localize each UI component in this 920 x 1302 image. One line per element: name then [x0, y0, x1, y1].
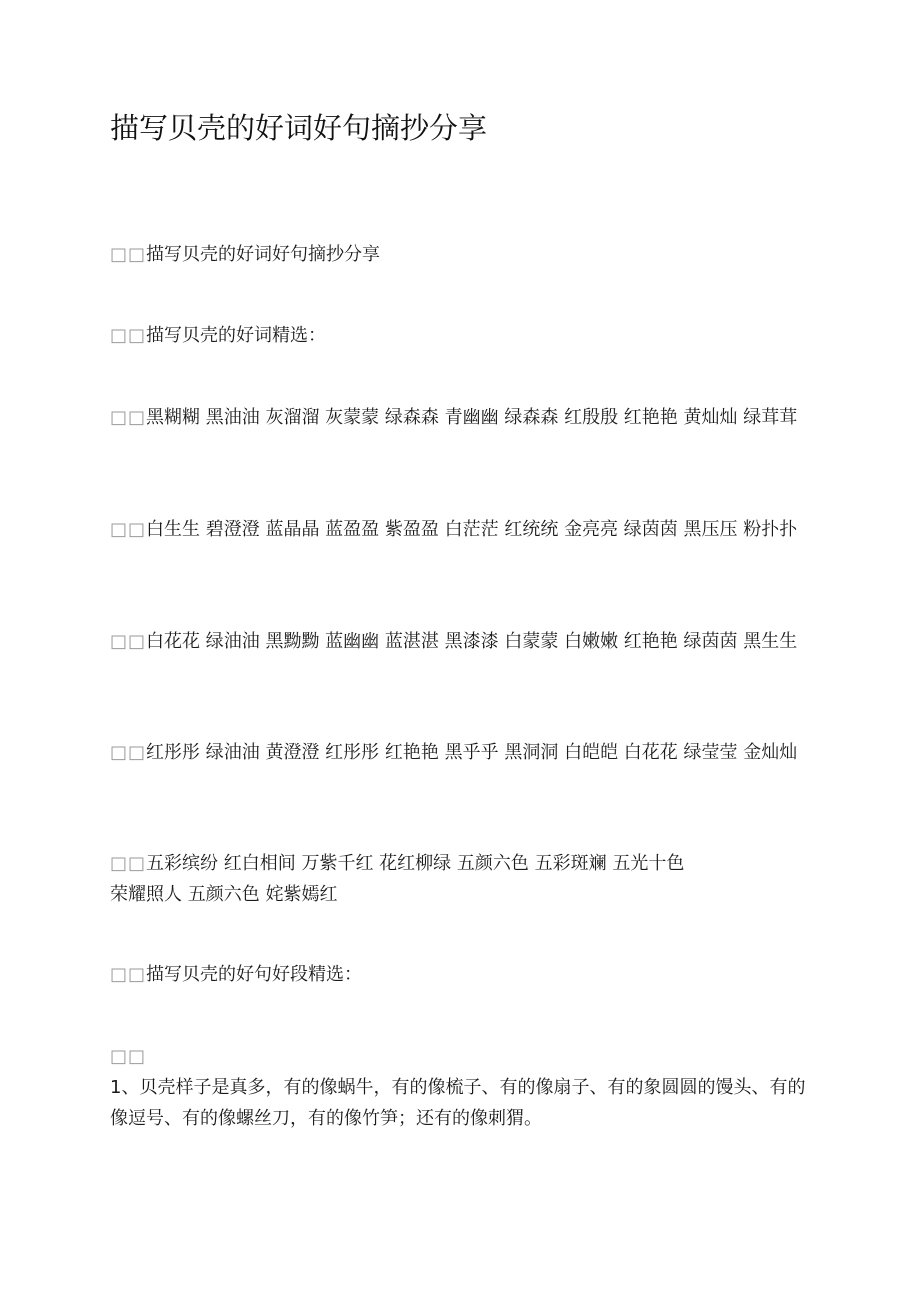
paragraph-text: 描写贝壳的好词精选： [146, 325, 327, 346]
indent-placeholder: □□ [110, 853, 147, 874]
paragraph-idioms [110, 848, 810, 910]
paragraph-word-list-3 [110, 626, 810, 657]
paragraph-text: 1、贝壳样子是真多，有的像蜗牛，有的像梳子、有的像扇子、有的象圆圆的馒头、有的像逗号、有的像螺丝刀，有的像竹笋；还有的像刺猬。 [110, 1077, 806, 1129]
indent-placeholder: □□ [110, 407, 147, 428]
paragraph-word-list-2 [110, 514, 810, 545]
paragraph-words-heading [110, 320, 810, 351]
paragraph-text: 描写贝壳的好词好句摘抄分享 [146, 244, 381, 265]
paragraph-text: 描写贝壳的好句好段精选： [146, 964, 363, 985]
paragraph-text: 黑糊糊 黑油油 灰溜溜 灰蒙蒙 绿森森 青幽幽 绿森森 红殷殷 红艳艳 黄灿灿 绿茸茸 [146, 407, 798, 428]
indent-placeholder: □□ [110, 1046, 147, 1067]
indent-placeholder: □□ [110, 964, 147, 985]
paragraph-word-list-1 [110, 402, 810, 433]
paragraph-text-line-2: 荣耀照人 五颜六色 姹紫嫣红 [110, 884, 338, 905]
indent-placeholder: □□ [110, 244, 147, 265]
page-title: 描写贝壳的好词好句摘抄分享 [110, 111, 488, 145]
paragraph-text: 白花花 绿油油 黑黝黝 蓝幽幽 蓝湛湛 黑漆漆 白蒙蒙 白嫩嫩 红艳艳 绿茵茵 黑生生 [146, 631, 798, 652]
paragraph-word-list-4 [110, 737, 810, 768]
paragraph-sentences-heading [110, 959, 810, 990]
indent-placeholder: □□ [110, 325, 147, 346]
paragraph-intro [110, 239, 810, 270]
indent-placeholder: □□ [110, 631, 147, 652]
paragraph-text: 白生生 碧澄澄 蓝晶晶 蓝盈盈 紫盈盈 白茫茫 红统统 金亮亮 绿茵茵 黑压压 粉扑扑 [146, 519, 798, 540]
paragraph-sentence-1 [110, 1041, 810, 1134]
paragraph-text: 红彤彤 绿油油 黄澄澄 红彤彤 红艳艳 黑乎乎 黑洞洞 白皑皑 白花花 绿莹莹 金灿灿 [146, 742, 798, 763]
indent-placeholder: □□ [110, 742, 147, 763]
indent-placeholder: □□ [110, 519, 147, 540]
paragraph-text-line-1: 五彩缤纷 红白相间 万紫千红 花红柳绿 五颜六色 五彩斑斓 五光十色 [146, 853, 685, 874]
